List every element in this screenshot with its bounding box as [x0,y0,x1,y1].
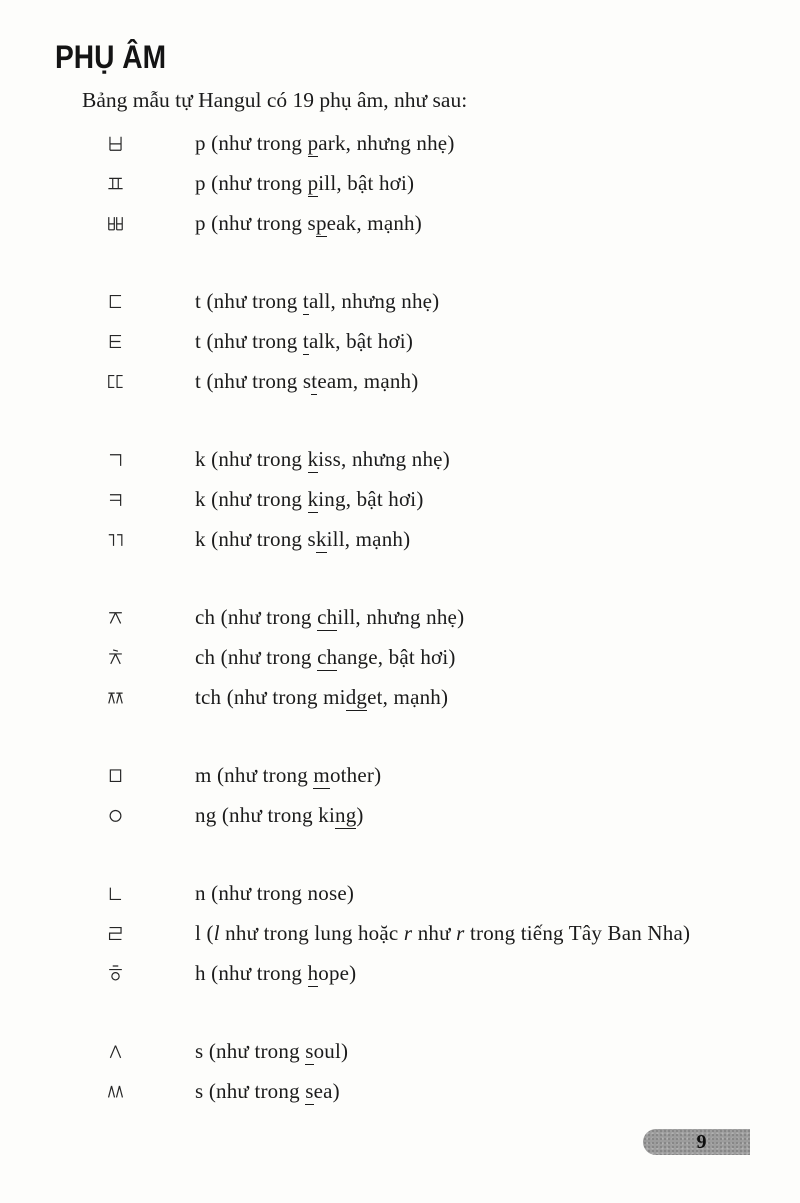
consonant-row [0,1031,800,1071]
text-segment: eam, mạnh) [317,368,419,393]
hangul-letter-ieung [106,806,195,825]
underlined-letter: t [302,288,309,313]
text-segment: m (như trong [195,762,314,787]
pronunciation-text [195,960,357,985]
hangul-letter-ssanggiyeok [106,530,195,549]
text-segment: h (như trong [195,960,308,985]
text-segment: t (như trong s [195,368,312,393]
pronunciation-text [195,130,455,155]
text-segment: ng (như trong ki [195,802,335,827]
consonant-group [0,1031,800,1111]
pronunciation-text [195,644,456,669]
text-segment: ill, mạnh) [326,526,411,551]
hangul-letter-jieut [106,608,195,627]
underlined-letter: h [307,960,319,985]
text-segment: eak, mạnh) [326,210,422,235]
underlined-letter: s [305,1038,314,1063]
underlined-letter: ch [317,604,338,629]
page-number-tab [643,1129,750,1155]
pronunciation-text [195,328,414,353]
italic-letter: l [213,920,220,945]
text-segment: k (như trong s [195,526,316,551]
text-segment: k (như trong [195,486,308,511]
underlined-letter: k [307,486,319,511]
underlined-letter: t [302,328,309,353]
pronunciation-text [195,486,424,511]
hangul-letter-nieun [106,884,195,903]
underlined-letter: m [313,762,330,787]
text-segment: iss, nhưng nhẹ) [318,446,450,471]
text-segment: ark, nhưng nhẹ) [318,130,455,155]
text-segment: et, mạnh) [367,684,449,709]
text-segment: trong tiếng Tây Ban Nha) [464,920,691,945]
hangul-letter-siot [106,1042,195,1061]
hangul-letter-chieut [106,648,195,667]
consonant-group [0,123,800,243]
consonant-group [0,439,800,559]
text-segment: all, nhưng nhẹ) [308,288,440,313]
text-segment: oul) [313,1038,349,1063]
hangul-letter-kieuk [106,490,195,509]
consonant-row [0,519,800,559]
consonant-row [0,321,800,361]
consonant-group [0,281,800,401]
pronunciation-text [195,288,440,313]
italic-letter: r [403,920,413,945]
consonant-row [0,439,800,479]
text-segment: t (như trong [195,288,303,313]
text-segment: ea) [313,1078,340,1103]
consonant-row [0,795,800,835]
underlined-letter: ng [335,802,357,827]
hangul-letter-digeut [106,292,195,311]
pronunciation-text [195,170,415,195]
hangul-letter-ssangjieut [106,688,195,707]
hangul-letter-pieup [106,174,195,193]
hangul-letter-hieut [106,964,195,983]
consonant-row [0,281,800,321]
consonant-row [0,755,800,795]
text-segment: ch (như trong [195,644,318,669]
text-segment: ch (như trong [195,604,318,629]
hangul-letter-ssangsiot [106,1082,195,1101]
underlined-letter: ch [317,644,338,669]
text-segment: ill, bật hơi) [318,170,415,195]
underlined-letter: p [307,170,319,195]
pronunciation-text [195,446,450,471]
pronunciation-text [195,880,355,905]
underlined-letter: t [311,368,318,393]
underlined-letter: k [315,526,327,551]
text-segment: p (như trong [195,170,308,195]
consonant-row [0,913,800,953]
consonant-row [0,479,800,519]
consonant-row [0,873,800,913]
pronunciation-text [195,368,419,393]
consonant-row [0,953,800,993]
consonant-row [0,361,800,401]
page-title: PHỤ ÂM [55,39,167,75]
text-segment: ing, bật hơi) [318,486,424,511]
underlined-letter: k [307,446,319,471]
text-segment: ill, nhưng nhẹ) [337,604,465,629]
page-number: 9 [696,1131,707,1153]
consonant-group [0,597,800,717]
consonant-row [0,203,800,243]
hangul-letter-ssangdigeut [106,372,195,391]
text-segment: alk, bật hơi) [308,328,414,353]
text-segment: ) [356,802,364,827]
pronunciation-text [195,210,422,235]
pronunciation-text [195,1078,340,1103]
text-segment: p (như trong [195,130,308,155]
text-segment: ange, bật hơi) [337,644,456,669]
text-segment: ope) [318,960,357,985]
text-segment: s (như trong [195,1078,306,1103]
text-segment: như trong lung hoặc [219,920,404,945]
hangul-letter-ssangbieup [106,214,195,233]
pronunciation-text [195,526,411,551]
pronunciation-text [195,920,691,945]
hangul-letter-rieul [106,924,195,943]
consonant-row [0,597,800,637]
underlined-letter: dg [345,684,368,709]
consonant-group [0,755,800,835]
text-segment: p (như trong s [195,210,316,235]
consonant-row [0,677,800,717]
text-segment: k (như trong [195,446,308,471]
text-segment: như [412,920,457,945]
pronunciation-text [195,604,465,629]
consonant-row [0,123,800,163]
text-segment: other) [329,762,382,787]
consonant-list [0,123,800,1111]
underlined-letter: s [305,1078,314,1103]
text-segment: n (như trong nose) [195,880,355,905]
pronunciation-text [195,1038,349,1063]
text-segment: l ( [195,920,214,945]
hangul-letter-bieup [106,134,195,153]
text-segment: tch (như trong mi [195,684,346,709]
pronunciation-text [195,802,364,827]
consonant-row [0,1071,800,1111]
hangul-letter-mieum [106,766,195,785]
text-segment: s (như trong [195,1038,306,1063]
underlined-letter: p [307,130,319,155]
text-segment: t (như trong [195,328,303,353]
pronunciation-text [195,762,382,787]
consonant-row [0,163,800,203]
consonant-row [0,637,800,677]
hangul-letter-giyeok [106,450,195,469]
intro-text: Bảng mẫu tự Hangul có 19 phụ âm, như sau: [82,88,468,112]
italic-letter: r [456,920,465,945]
consonant-group [0,873,800,993]
pronunciation-text [195,684,449,709]
underlined-letter: p [315,210,327,235]
hangul-letter-tieut [106,332,195,351]
